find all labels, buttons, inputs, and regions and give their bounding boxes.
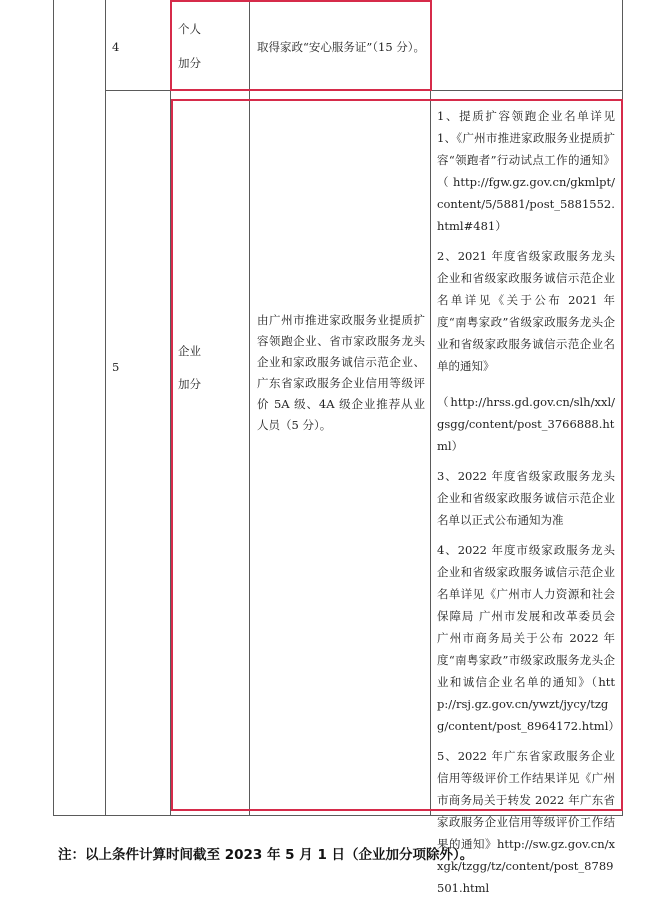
highlight-box-row5 [171, 99, 623, 811]
table-left-border [53, 0, 54, 815]
footnote: 注：以上条件计算时间截至 2023 年 5 月 1 日（企业加分项除外）。 [58, 847, 474, 863]
detail-item: 1、提质扩容领跑企业名单详见 1、《广州市推进家政服务业提质扩容“领跑者”行动试点工作的通知》（http://fgw.gz.gov.cn/gkmlpt/content/5/5881/post_5881552.html#481） [437, 109, 615, 233]
row-index: 4 [112, 40, 120, 54]
detail-item: （http://hrss.gd.gov.cn/slh/xxl/gsgg/content/post_3766888.html） [437, 395, 615, 453]
detail-item: 2、2021 年度省级家政服务龙头企业和省级家政服务诚信示范企业名单详见《关于公布 2021 年度“南粤家政”省级家政服务龙头企业和省级家政服务诚信示范企业名单的通知》 [437, 249, 615, 373]
category-line: 加分 [178, 56, 201, 70]
category-line: 个人 [178, 22, 201, 36]
condition-text: 取得家政“安心服务证”（15 分）。 [257, 40, 426, 54]
condition-text: 由广州市推进家政服务业提质扩容领跑企业、省市家政服务龙头企业和家政服务诚信示范企业、广东省家政服务企业信用等级评价 5A 级、4A 级企业推荐从业人员（5 分）。 [257, 313, 425, 432]
row-index: 5 [112, 360, 120, 374]
detail-item: 4、2022 年度市级家政服务龙头企业和省级家政服务诚信示范企业名单详见《广州市人力资源和社会保障局 广州市发展和改革委员会 广州市商务局关于公布 2022 年度“南粤家政”市级家政服务龙头企业和诚信企业名单的通知》（http://rsj.gz.gov.cn/ywzt/jycy/tzgg/content/post_8964172.html） [437, 543, 620, 733]
detail-item: 5、2022 年广东省家政服务企业信用等级评价工作结果详见《广州市商务局关于转发 2022 年广东省家政服务企业信用等级评价工作结果的通知》http://sw.gz.gov.cn/xxgk/tzgg/tz/content/post_8789501.html [437, 749, 615, 895]
table-column-divider [105, 0, 106, 815]
category-line: 企业 [178, 344, 201, 358]
detail-item: 3、2022 年度省级家政服务龙头企业和省级家政服务诚信示范企业名单以正式公布通知为准 [437, 469, 615, 527]
highlight-box-row4 [170, 0, 432, 91]
category-line: 加分 [178, 377, 201, 391]
